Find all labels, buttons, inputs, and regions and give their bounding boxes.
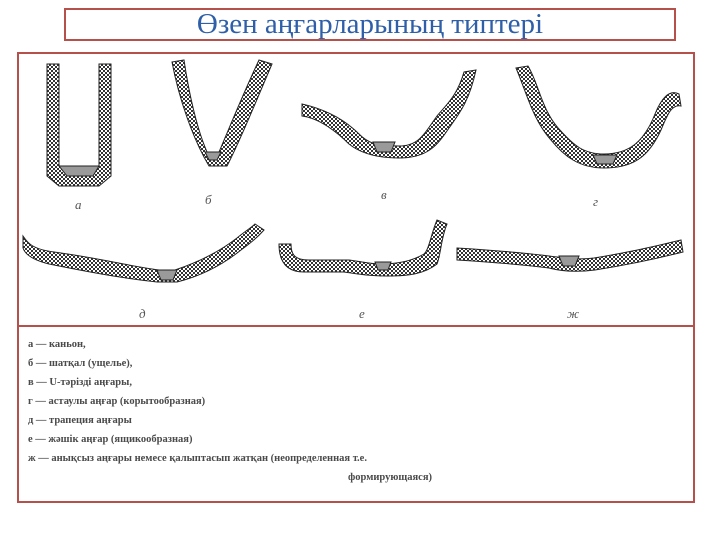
label-b: б [205,192,212,207]
legend-item-d: д — трапеция аңғары [28,415,132,426]
page-title: Өзен аңғарларының типтері [196,8,544,40]
label-e: е [359,306,365,321]
river-water [559,256,579,266]
river-water [373,142,395,152]
profile-e [279,220,447,321]
legend-box [17,325,695,503]
legend-item-zh-continued: формирующаяся) [348,472,433,483]
label-a: а [75,197,82,212]
valley-profiles-diagram [17,52,695,328]
title-box [64,8,676,41]
river-water [375,262,391,270]
legend-item-zh: ж — анықсыз аңғары немесе қалыптасып жатқан (неопределенная т.е. [28,453,367,464]
profile-zh [457,240,683,321]
profile-v [302,70,476,202]
profile-b [172,60,272,207]
profile-g [516,66,681,209]
label-zh: ж [567,306,580,321]
legend-item-e: е — жәшік аңғар (ящикообразная) [28,434,193,445]
river-water [157,270,177,280]
river-water [593,155,617,164]
profile-a [47,64,111,212]
legend-item-b: б — шатқал (ущелье), [28,358,133,369]
valley-profiles-svg [19,54,695,328]
profile-d [23,224,264,321]
label-d: д [139,306,146,321]
legend-item-v: в — U-тәрізді аңғары, [28,377,132,388]
label-g: г [593,194,599,209]
legend-item-a: а — каньон, [28,339,86,350]
label-v: в [381,187,387,202]
legend-item-g: г — астаулы аңғар (корытообразная) [28,396,206,407]
